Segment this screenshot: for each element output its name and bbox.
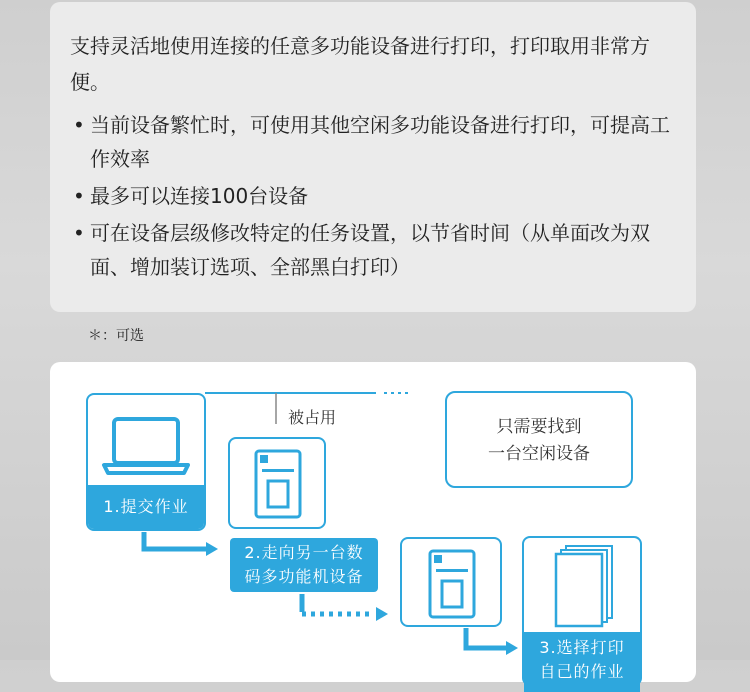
optional-note: ＊：可选 — [88, 328, 144, 344]
feature-bullet-list — [70, 108, 676, 284]
step1-label: 1.提交作业 — [88, 485, 204, 529]
laptop-icon — [100, 415, 192, 477]
arrow-dotted-icon — [296, 594, 396, 628]
intro-text: 支持灵活地使用连接的任意多功能设备进行打印，打印取用非常方便。 — [70, 34, 650, 94]
document-stack-icon — [552, 544, 616, 630]
step3-label — [524, 632, 640, 692]
bullet-item: • 当前设备繁忙时，可使用其他空闲多功能设备进行打印，可提高工作效率 — [70, 108, 676, 176]
workflow-diagram — [50, 362, 696, 682]
step2-line: 2.走向另一台数 — [244, 543, 364, 562]
submit-job-box — [86, 393, 206, 531]
free-device-box — [400, 537, 502, 627]
callout-text — [445, 414, 633, 468]
step3-line: 3.选择打印 — [539, 638, 625, 657]
arrow-solid-icon — [138, 532, 228, 562]
step2-line: 码多功能机设备 — [244, 567, 364, 586]
feature-info-card — [50, 2, 696, 312]
printer-icon — [426, 547, 478, 621]
callout-line: 一台空闲设备 — [488, 444, 590, 464]
bullet-item: • 最多可以连接100台设备 — [70, 179, 676, 213]
documents-box — [522, 536, 642, 686]
busy-device-box — [228, 437, 326, 529]
bullet-item: • 可在设备层级修改特定的任务设置，以节省时间（从单面改为双面、增加装订选项、全部黑白打印） — [70, 216, 676, 284]
arrow-solid-icon — [460, 628, 530, 662]
printer-icon — [252, 447, 304, 521]
busy-label: 被占用 — [288, 408, 337, 427]
step2-label — [230, 538, 378, 592]
callout-line: 只需要找到 — [496, 417, 582, 437]
step3-line: 自己的作业 — [539, 662, 625, 681]
